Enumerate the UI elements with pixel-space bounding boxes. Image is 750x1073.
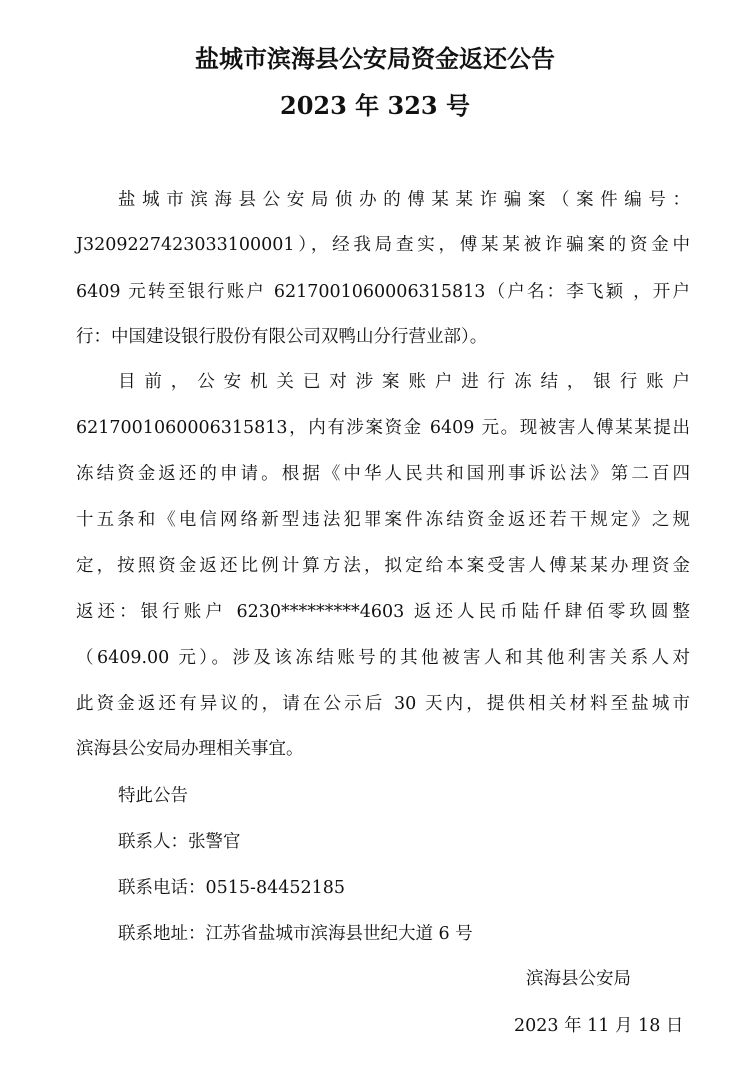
paragraph2-line: 返还：银行账户 6230*********4603 返还人民币陆仟肆佰零玖圆整 [76,602,690,622]
paragraph2-line: 十五条和《电信网络新型违法犯罪案件冻结资金返还若干规定》之规 [76,510,690,530]
notice-title: 盐城市滨海县公安局资金返还公告 [195,44,555,73]
paragraph2-line: 定，按照资金返还比例计算方法，拟定给本案受害人傅某某办理资金 [76,556,690,576]
notice-number: 2023 年 323 号 [280,91,470,120]
issue-date: 2023 年 11 月 18 日 [514,1016,684,1036]
paragraph1-line: 行：中国建设银行股份有限公司双鸭山分行营业部）。 [76,327,488,347]
paragraph1-line: J3209227423033100001），经我局查实，傅某某被诈骗案的资金中 [76,235,690,255]
paragraph2-line: （6409.00 元）。涉及该冻结账号的其他被害人和其他利害关系人对 [76,648,690,668]
issuer-name: 滨海县公安局 [526,969,631,989]
contact-person: 联系人：张警官 [118,832,241,852]
contact-address: 联系地址：江苏省盐城市滨海县世纪大道 6 号 [118,924,473,944]
contact-phone: 联系电话：0515-84452185 [118,878,346,898]
paragraph1-line: 盐城市滨海县公安局侦办的傅某某诈骗案（案件编号： [118,190,690,210]
paragraph2-line: 6217001060006315813，内有涉案资金 6409 元。现被害人傅某某提出 [76,418,690,438]
paragraph2-line: 此资金返还有异议的，请在公示后 30 天内，提供相关材料至盐城市 [76,694,690,714]
paragraph2-line: 目前，公安机关已对涉案账户进行冻结，银行账户 [118,372,690,392]
paragraph2-line: 滨海县公安局办理相关事宜。 [76,739,304,759]
paragraph1-line: 6409 元转至银行账户 6217001060006315813（户名：李飞颖 ，开户 [76,282,690,302]
closing-text: 特此公告 [118,786,188,806]
paragraph2-line: 冻结资金返还的申请。根据《中华人民共和国刑事诉讼法》第二百四 [76,464,690,484]
